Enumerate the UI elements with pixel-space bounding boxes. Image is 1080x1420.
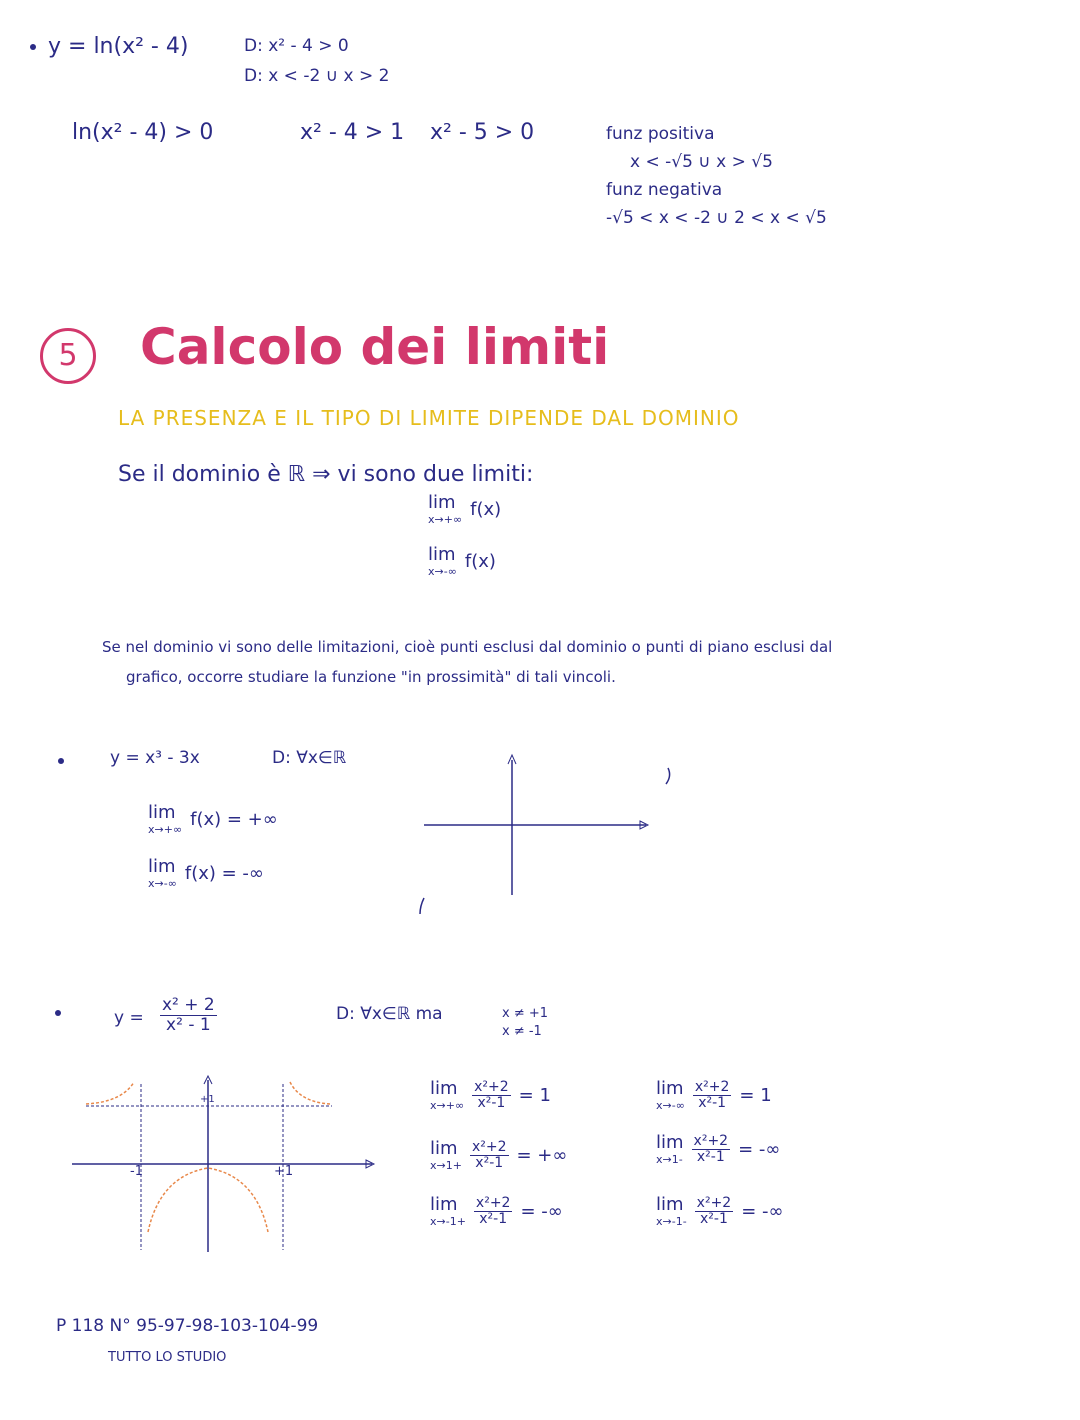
domain-result: D: x < -2 ∪ x > 2 [244,66,390,86]
lim-expr: f(x) = -∞ [184,863,264,884]
lim-sub: x→-∞ [148,877,177,890]
homework-line-2: TUTTO LO STUDIO [108,1350,227,1365]
lim-result: = 1 [739,1085,772,1107]
homework-line-1: P 118 N° 95-97-98-103-104-99 [56,1316,319,1336]
label-plus-one: +1 [274,1164,294,1179]
lim-result: = -∞ [738,1139,781,1161]
example1-domain: D: ∀x∈ℝ [272,748,347,768]
x-axis-arrow [640,821,648,829]
y-axis-arrow [508,755,516,764]
lim-word: lim [428,544,456,565]
negative-label: funz negativa [606,180,723,200]
lim-sub: x→+∞ [428,513,463,526]
curve-mark [666,768,670,784]
lim-word: lim [656,1132,684,1154]
lim-word: lim [430,1194,458,1216]
function-ln: y = ln(x² - 4) [48,34,189,59]
sign-step-1: ln(x² - 4) > 0 [72,120,214,145]
lim-word: lim [430,1138,458,1160]
lim-sub: x→1- [656,1153,683,1167]
lim-sub: x→-1- [656,1215,687,1229]
lim-word: lim [148,802,176,823]
denominator: x²-1 [696,1149,725,1166]
y-axis-arrow [204,1076,212,1084]
numerator: x²+2 [693,1133,729,1149]
positive-label: funz positiva [606,124,715,144]
sign-step-3: x² - 5 > 0 [430,120,535,145]
section-title: Calcolo dei limiti [140,318,610,376]
curve-middle [148,1168,268,1232]
lim-sub: x→1+ [430,1159,462,1173]
section-subtitle: LA PRESENZA E IL TIPO DI LIMITE DIPENDE DAL DOMINIO [118,406,740,430]
example2-fraction [160,996,217,1034]
exclusion-minus-one: x ≠ -1 [502,1024,542,1039]
lim-word: lim [656,1194,684,1216]
numerator: x²+2 [696,1195,732,1211]
lim-fraction [695,1196,734,1228]
numerator: x² + 2 [162,995,215,1015]
bullet [30,44,36,50]
lim-fraction [692,1134,731,1166]
lim-sub: x→-∞ [656,1099,685,1113]
lim-expr: f(x) = +∞ [190,809,278,830]
denominator: x²-1 [475,1155,504,1172]
positive-range: x < -√5 ∪ x > √5 [630,152,773,172]
numerator: x²+2 [694,1079,730,1095]
example2-limit [430,1196,563,1228]
label-y-one: +1 [200,1094,215,1105]
paragraph-line-1: Se nel dominio vi sono delle limitazioni, cioè punti esclusi dal dominio o punti di piano esclusi dal [102,638,833,656]
lim-word: lim [428,492,456,513]
label-minus-one: -1 [130,1164,143,1179]
lim-fraction [693,1080,732,1112]
lim-sub: x→+∞ [430,1099,465,1113]
example2-limit [656,1134,780,1166]
domain-R-text: Se il dominio è ℝ ⇒ vi sono due limiti: [118,462,534,487]
example2-limit [656,1080,772,1112]
example2-limit [430,1140,567,1172]
x-axis-arrow [366,1160,374,1168]
lim-word: lim [430,1078,458,1100]
numerator: x²+2 [471,1139,507,1155]
domain-inequality: D: x² - 4 > 0 [244,36,349,56]
curve-right-top [290,1082,330,1104]
example2-limit [430,1080,551,1112]
denominator: x²-1 [698,1095,727,1112]
lim-sub: x→-1+ [430,1215,466,1229]
lim-fraction [470,1140,509,1172]
lim-fraction [472,1080,511,1112]
numerator: x²+2 [474,1079,509,1095]
example1-function: y = x³ - 3x [110,748,200,768]
curve-left-top [86,1082,134,1104]
limit-minus-inf [428,546,496,577]
lim-result: = +∞ [516,1145,568,1167]
lim-result: = -∞ [741,1201,784,1223]
example1-limit-plus [148,804,278,835]
numerator: x²+2 [475,1195,511,1211]
lim-result: = -∞ [520,1201,563,1223]
example2-domain: D: ∀x∈ℝ ma [336,1004,443,1024]
limit-plus-inf [428,494,501,525]
example1-limit-minus [148,858,264,889]
bullet [55,1010,61,1016]
denominator: x²-1 [477,1095,506,1112]
lim-sub: x→+∞ [148,823,183,836]
lim-sub: x→-∞ [428,565,457,578]
paragraph-line-2: grafico, occorre studiare la funzione "in prossimità" di tali vincoli. [126,668,616,686]
section-number: 5 [40,328,96,384]
lim-word: lim [148,856,176,877]
negative-range: -√5 < x < -2 ∪ 2 < x < √5 [606,208,827,228]
denominator: x²-1 [479,1211,508,1228]
example2-lhs: y = [114,1008,144,1028]
exclusion-plus-one: x ≠ +1 [502,1006,549,1021]
lim-result: = 1 [518,1085,551,1107]
curve-mark [420,898,424,914]
example2-limit [656,1196,784,1228]
lim-expr: f(x) [464,551,496,572]
bullet [58,758,64,764]
sign-step-2: x² - 4 > 1 [300,120,405,145]
lim-expr: f(x) [470,499,502,520]
lim-word: lim [656,1078,684,1100]
denominator: x²-1 [700,1211,728,1228]
lim-fraction [474,1196,513,1228]
denominator: x² - 1 [166,1014,211,1035]
